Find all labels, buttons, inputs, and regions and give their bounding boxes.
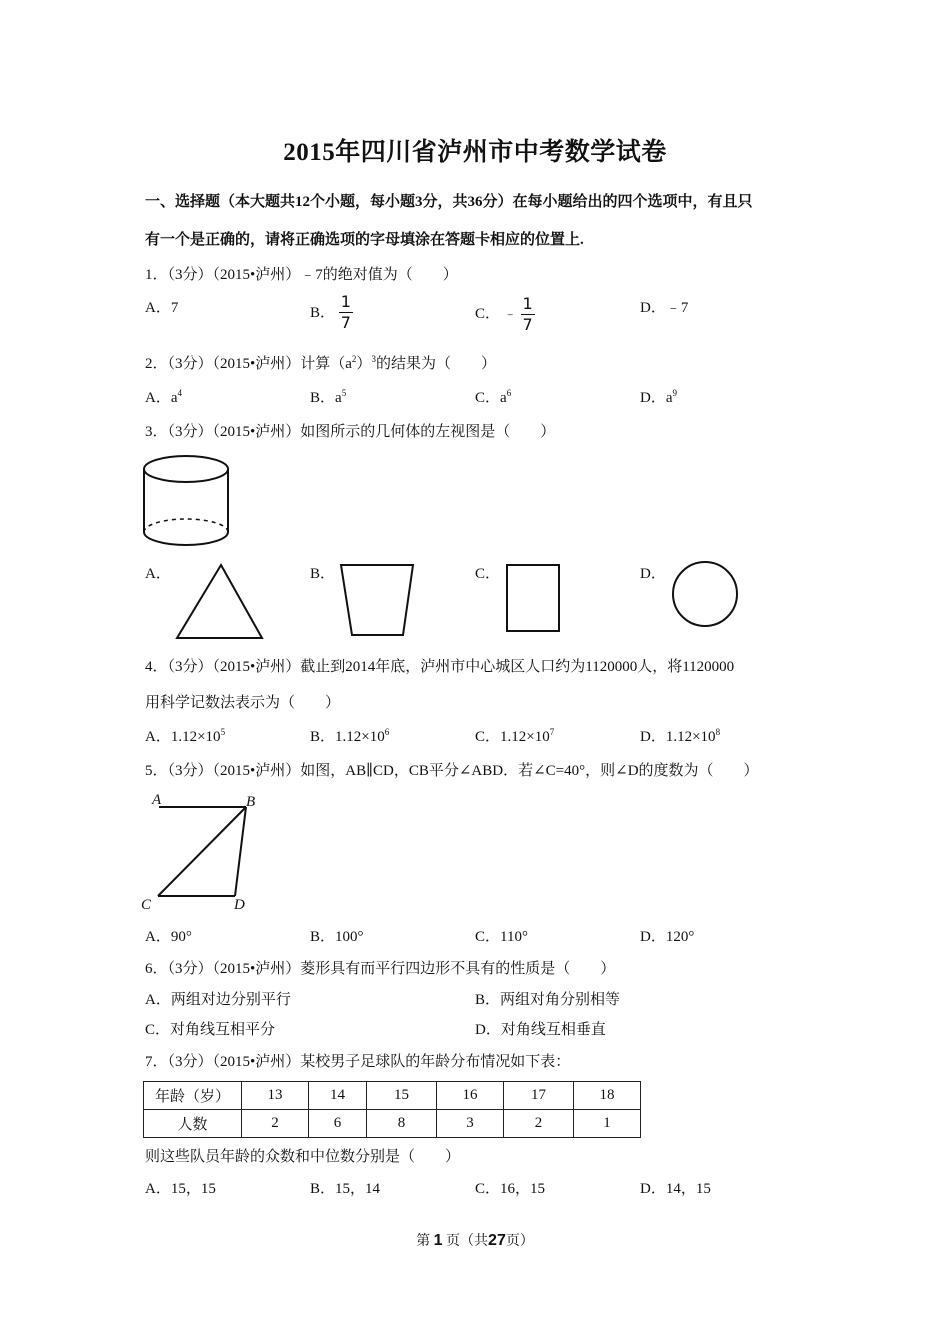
option-label: B． — [310, 1181, 336, 1197]
stem-text: 2．（3分）（2015•泸州）计算（a — [145, 356, 352, 372]
q6-option-a[interactable] — [145, 988, 291, 1009]
q4-option-c[interactable] — [475, 725, 554, 746]
triangle-figure[interactable] — [175, 562, 265, 642]
footer-text: 页） — [505, 1234, 534, 1249]
option-label: A． — [145, 1181, 171, 1197]
table-cell: 8 — [367, 1110, 437, 1138]
table-cell: 18 — [574, 1082, 641, 1110]
q3-option-b-label[interactable]: B． — [310, 566, 336, 582]
q1-option-d[interactable] — [640, 296, 688, 317]
question-1-stem: 1．（3分）（2015•泸州）﹣7的绝对值为（ ） — [145, 267, 458, 283]
q2-option-d[interactable] — [640, 386, 677, 407]
option-base: a — [500, 390, 507, 406]
table-header-cell: 人数 — [144, 1110, 242, 1138]
question-2-stem — [145, 352, 496, 373]
q7-option-a[interactable] — [145, 1177, 216, 1198]
q4-option-b[interactable] — [310, 725, 389, 746]
page-footer — [0, 1230, 950, 1250]
exponent: 8 — [715, 727, 721, 737]
option-value: 对角线互相平分 — [170, 1022, 276, 1038]
q2-option-b[interactable] — [310, 386, 346, 407]
exponent: 3 — [371, 354, 376, 364]
option-label: A． — [145, 929, 171, 945]
q4-option-d[interactable] — [640, 725, 720, 746]
option-base: 1.12×10 — [335, 729, 385, 745]
q1-option-b[interactable] — [310, 292, 353, 332]
option-label: A． — [145, 729, 171, 745]
option-value: 两组对角分别相等 — [500, 992, 621, 1008]
table-cell: 13 — [242, 1082, 309, 1110]
table-cell: 16 — [437, 1082, 504, 1110]
q7-option-b[interactable] — [310, 1177, 380, 1198]
option-label: C． — [475, 729, 501, 745]
option-label: B． — [475, 992, 501, 1008]
fraction-numerator: 1 — [340, 292, 351, 311]
table-cell: 1 — [574, 1110, 641, 1138]
option-value: 120° — [665, 929, 695, 945]
option-label: C． — [475, 305, 501, 322]
table-header-cell: 年龄（岁） — [144, 1082, 242, 1110]
q4-option-a[interactable] — [145, 725, 225, 746]
option-base: a — [170, 390, 178, 406]
option-value: 对角线互相垂直 — [500, 1022, 606, 1038]
option-label: D． — [640, 729, 666, 745]
q6-option-d[interactable] — [475, 1018, 606, 1039]
question-4-stem-line2: 用科学记数法表示为（ ） — [145, 695, 341, 711]
option-label: A． — [145, 992, 171, 1008]
option-base: 1.12×10 — [665, 729, 716, 745]
q1-option-c[interactable] — [475, 296, 535, 333]
table-cell: 17 — [504, 1082, 574, 1110]
q7-option-c[interactable] — [475, 1177, 545, 1198]
option-label: D． — [640, 929, 666, 945]
q3-option-a-label[interactable]: A． — [145, 566, 171, 582]
q2-option-c[interactable] — [475, 386, 511, 407]
table-cell: 14 — [309, 1082, 367, 1110]
q5-option-d[interactable] — [640, 925, 694, 946]
fraction-numerator: 1 — [522, 294, 533, 313]
option-label: D． — [640, 390, 666, 406]
option-base: a — [335, 390, 342, 406]
question-3-stem: 3．（3分）（2015•泸州）如图所示的几何体的左视图是（ ） — [145, 424, 556, 440]
option-label: C． — [145, 1022, 171, 1038]
cylinder-figure — [140, 452, 236, 550]
option-base: 1.12×10 — [500, 729, 550, 745]
footer-text: 页（共 — [446, 1234, 489, 1249]
option-label: C． — [475, 390, 501, 406]
fraction — [339, 294, 353, 331]
table-cell: 6 — [309, 1110, 367, 1138]
point-a-label: A — [152, 792, 162, 808]
q5-option-b[interactable] — [310, 925, 364, 946]
q1-option-a[interactable] — [145, 296, 178, 317]
option-label: B． — [310, 390, 336, 406]
geometry-figure-abcd — [140, 790, 260, 914]
exponent: 9 — [672, 388, 678, 398]
point-c-label: C — [141, 897, 152, 913]
footer-text: 第 — [416, 1234, 431, 1249]
table-cell: 2 — [504, 1110, 574, 1138]
fraction-denominator: 7 — [522, 315, 533, 334]
fraction — [521, 296, 535, 333]
question-7-stem: 7．（3分）（2015•泸州）某校男子足球队的年龄分布情况如下表： — [145, 1054, 571, 1070]
option-value: 15，14 — [335, 1181, 381, 1197]
option-label: B． — [310, 729, 336, 745]
page-number: 1 — [433, 1232, 443, 1249]
option-value: ﹣7 — [665, 300, 689, 316]
option-base: 1.12×10 — [170, 729, 221, 745]
exponent: 5 — [341, 388, 347, 398]
q5-option-a[interactable] — [145, 925, 192, 946]
option-label: B． — [310, 929, 336, 945]
option-label: D． — [640, 1181, 666, 1197]
q6-option-c[interactable] — [145, 1018, 275, 1039]
option-label: A． — [145, 300, 171, 316]
option-label: B． — [310, 304, 336, 321]
negative-sign: ﹣ — [503, 305, 517, 321]
page-title: 2015年四川省泸州市中考数学试卷 — [283, 139, 667, 166]
option-label: D． — [640, 300, 666, 316]
table-row — [144, 1082, 641, 1110]
option-label: A． — [145, 390, 171, 406]
point-d-label: D — [234, 897, 245, 913]
stem-text: ） — [356, 356, 372, 372]
q3-option-c-label[interactable]: C． — [475, 566, 501, 582]
question-5-stem: 5．（3分）（2015•泸州）如图，AB∥CD，CB平分∠ABD．若∠C=40°，则∠D的度数为（ ） — [145, 763, 759, 779]
age-distribution-table — [143, 1081, 641, 1138]
question-6-stem: 6．（3分）（2015•泸州）菱形具有而平行四边形不具有的性质是（ ） — [145, 961, 616, 977]
option-base: a — [665, 390, 673, 406]
table-cell: 15 — [367, 1082, 437, 1110]
q2-option-a[interactable] — [145, 386, 182, 407]
option-value: 100° — [335, 929, 364, 945]
exponent: 4 — [177, 388, 183, 398]
exponent: 7 — [549, 727, 555, 737]
exponent: 6 — [384, 727, 390, 737]
option-value: 7 — [170, 300, 179, 316]
table-cell: 3 — [437, 1110, 504, 1138]
fraction-denominator: 7 — [340, 313, 351, 332]
exponent: 2 — [351, 354, 357, 364]
q5-option-c[interactable] — [475, 925, 528, 946]
question-7-stem-line2: 则这些队员年龄的众数和中位数分别是（ ） — [145, 1149, 461, 1165]
option-value: 两组对边分别平行 — [170, 992, 291, 1008]
exponent: 6 — [506, 388, 512, 398]
point-b-label: B — [246, 794, 256, 810]
q3-option-d-label[interactable]: D． — [640, 566, 666, 582]
option-label: D． — [475, 1022, 501, 1038]
stem-text: 的结果为（ ） — [375, 356, 496, 372]
option-value: 16，15 — [500, 1181, 546, 1197]
section-instructions-line2: 有一个是正确的，请将正确选项的字母填涂在答题卡相应的位置上. — [145, 232, 584, 248]
section-instructions-line1: 一、选择题（本大题共12个小题，每小题3分，共36分）在每小题给出的四个选项中，有且只 — [145, 194, 753, 210]
option-value: 90° — [170, 929, 192, 945]
question-4-stem-line1: 4．（3分）（2015•泸州）截止到2014年底，泸州市中心城区人口约为1120000人，将1120000 — [145, 659, 735, 675]
rectangle-figure[interactable] — [505, 563, 561, 635]
option-value: 15，15 — [170, 1181, 216, 1197]
option-label: C． — [475, 1181, 501, 1197]
option-value: 14，15 — [665, 1181, 711, 1197]
q7-option-d[interactable] — [640, 1177, 711, 1198]
total-pages: 27 — [488, 1232, 506, 1249]
table-row — [144, 1110, 641, 1138]
option-value: 110° — [500, 929, 528, 945]
option-label: C． — [475, 929, 501, 945]
circle-figure[interactable] — [670, 560, 742, 632]
table-cell: 2 — [242, 1110, 309, 1138]
q6-option-b[interactable] — [475, 988, 620, 1009]
exponent: 5 — [220, 727, 226, 737]
trapezoid-figure[interactable] — [338, 562, 418, 640]
